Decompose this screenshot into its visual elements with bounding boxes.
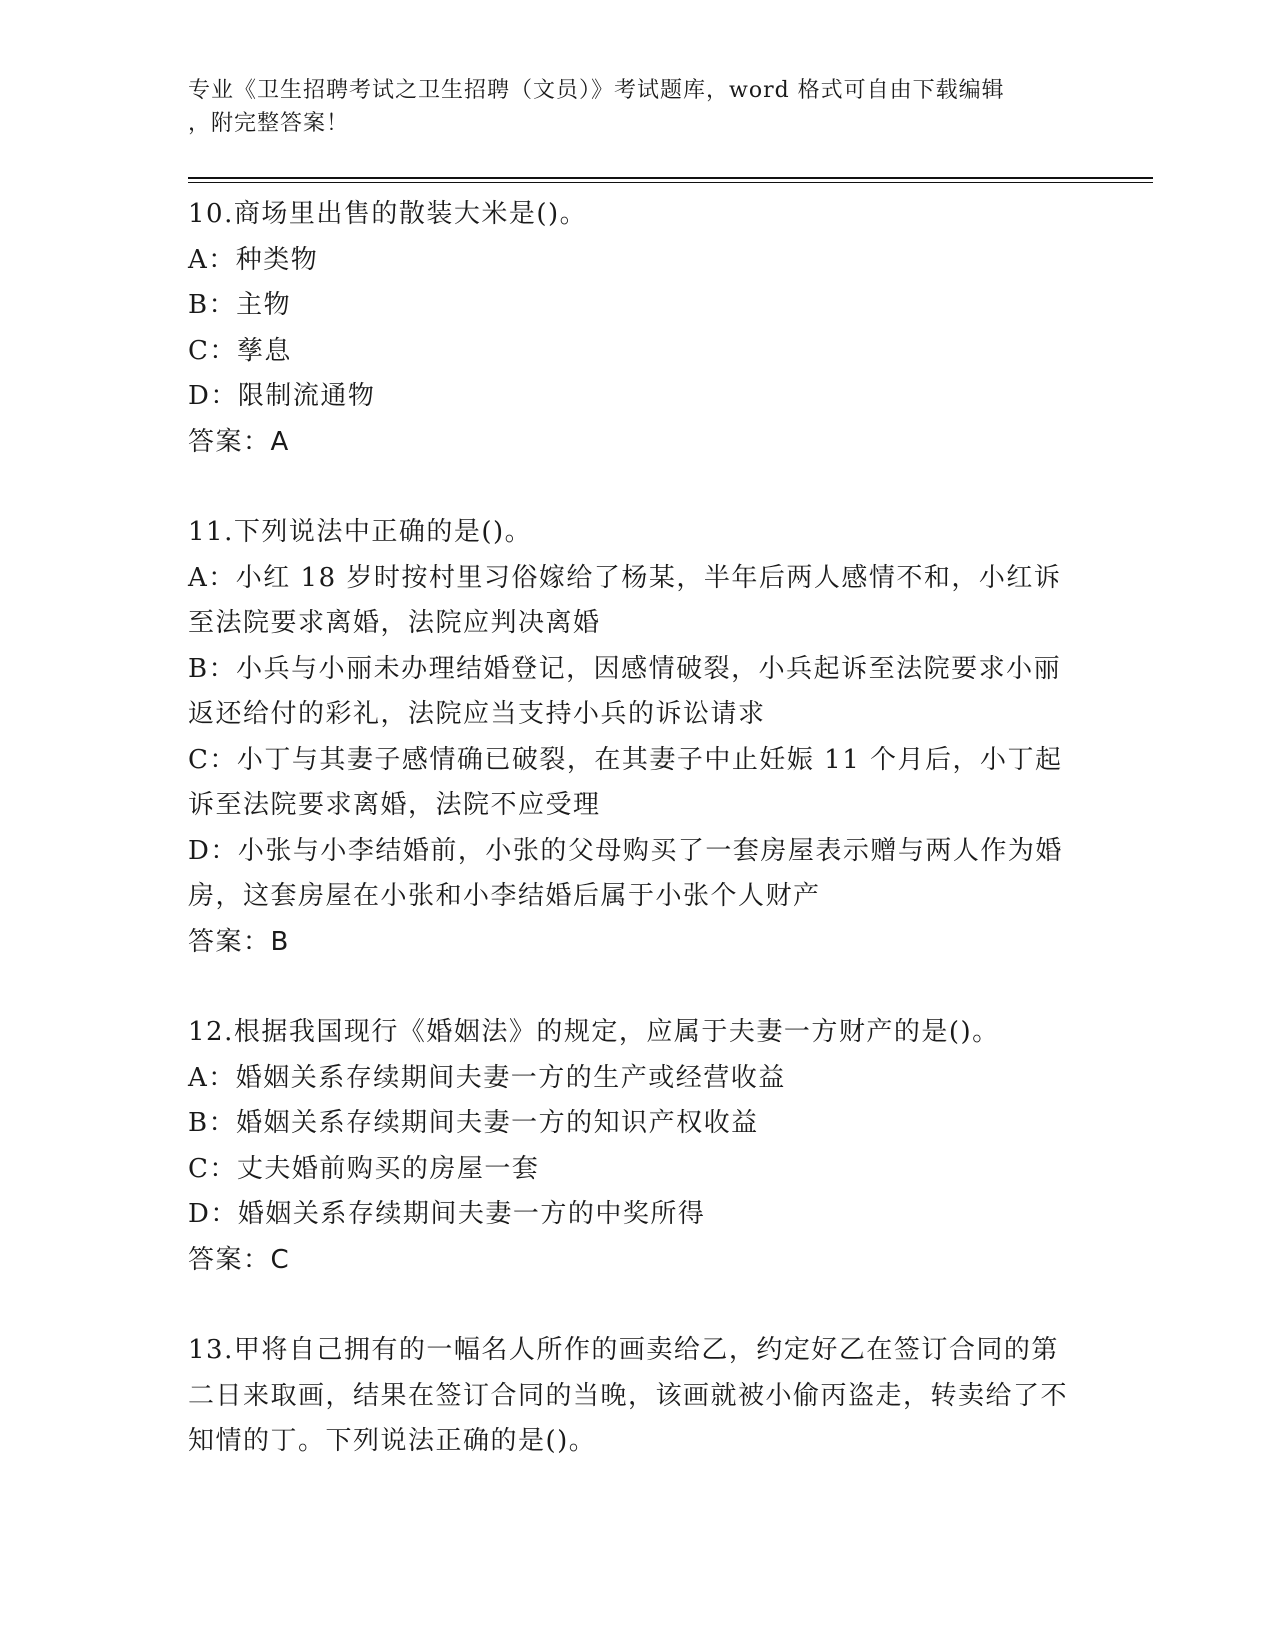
header-divider-thin	[188, 182, 1153, 183]
option-c: C：孳息	[188, 335, 292, 366]
question-13	[188, 1328, 1078, 1465]
question-10	[188, 192, 1078, 465]
header-divider-thick	[188, 177, 1153, 179]
answer-label: 答案：C	[188, 1244, 291, 1275]
option-b: B：婚姻关系存续期间夫妻一方的知识产权收益	[188, 1108, 759, 1138]
option-a: A：婚姻关系存续期间夫妻一方的生产或经营收益	[188, 1062, 786, 1093]
option-c: C：丈夫婚前购买的房屋一套	[188, 1153, 540, 1184]
option-d: D：婚姻关系存续期间夫妻一方的中奖所得	[188, 1199, 706, 1229]
question-12	[188, 1010, 1078, 1283]
header-line-1: 专业《卫生招聘考试之卫生招聘（文员）》考试题库，word 格式可自由下载编辑	[188, 78, 1005, 103]
question-stem: 10.商场里出售的散装大米是()。	[188, 199, 588, 229]
option-d: D：限制流通物	[188, 381, 376, 411]
question-list	[188, 192, 1078, 1510]
option-a: A：种类物	[188, 244, 319, 275]
option-c: C：小丁与其妻子感情确已破裂，在其妻子中止妊娠 11 个月后，小丁起诉至法院要求离婚，法院不应受理	[188, 744, 1063, 820]
question-stem: 13.甲将自己拥有的一幅名人所作的画卖给乙，约定好乙在签订合同的第二日来取画，结果在签订合同的当晚，该画就被小偷丙盗走，转卖给了不知情的丁。下列说法正确的是()。	[188, 1335, 1069, 1456]
question-11	[188, 510, 1078, 965]
option-b: B：小兵与小丽未办理结婚登记，因感情破裂，小兵起诉至法院要求小丽返还给付的彩礼，法院应当支持小兵的诉讼请求	[188, 653, 1062, 729]
question-stem: 11.下列说法中正确的是()。	[188, 517, 533, 547]
answer-label: 答案：A	[188, 426, 290, 457]
option-b: B：主物	[188, 290, 292, 320]
option-d: D：小张与小李结婚前，小张的父母购买了一套房屋表示赠与两人作为婚房，这套房屋在小张和小李结婚后属于小张个人财产	[188, 835, 1063, 911]
answer-label: 答案：B	[188, 926, 290, 957]
header-line-2: ，附完整答案！	[188, 111, 350, 136]
document-header	[188, 74, 1088, 140]
option-a: A：小红 18 岁时按村里习俗嫁给了杨某，半年后两人感情不和，小红诉至法院要求离婚，法院应判决离婚	[188, 562, 1062, 638]
question-stem: 12.根据我国现行《婚姻法》的规定，应属于夫妻一方财产的是()。	[188, 1017, 1000, 1047]
